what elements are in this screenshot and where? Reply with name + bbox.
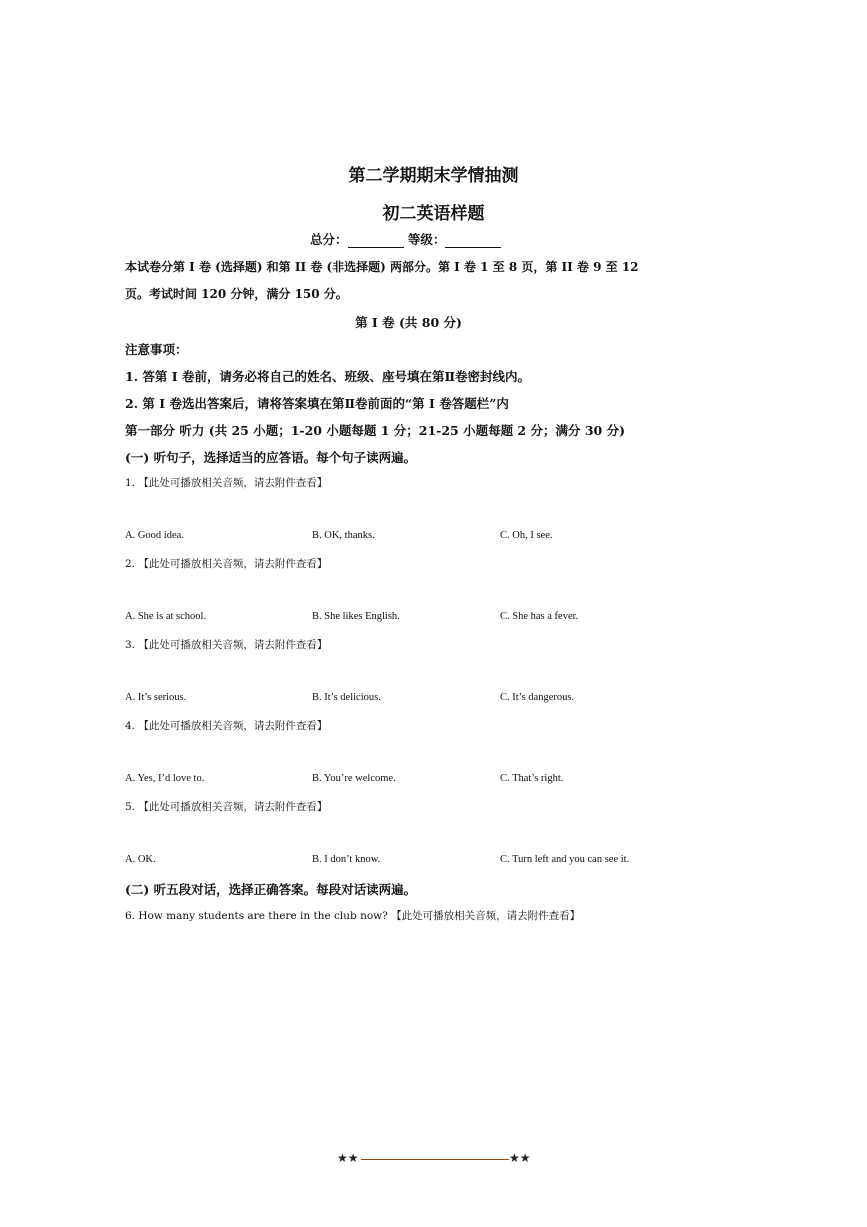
question-audio-label[interactable]: 2. 【此处可播放相关音频，请去附件查看】 (125, 558, 328, 570)
option-a[interactable]: A. Good idea. (125, 530, 184, 541)
option-a[interactable]: A. It’s serious. (125, 692, 187, 703)
option-b[interactable]: B. It’s delicious. (312, 692, 381, 703)
option-c[interactable]: C. Turn left and you can see it. (500, 854, 630, 865)
star-icon: ★★ (509, 1151, 531, 1165)
footer-divider (361, 1159, 509, 1160)
total-score-label: 总分： (310, 232, 348, 247)
question-audio-label[interactable]: 1. 【此处可播放相关音频，请去附件查看】 (125, 477, 328, 489)
section1-heading: (一) 听句子，选择适当的应答语。每个句子读两遍。 (125, 450, 417, 465)
grade-label: 等级： (407, 232, 446, 247)
option-b[interactable]: B. She likes English. (312, 611, 400, 622)
exam-title: 第二学期期末学情抽测 (348, 166, 519, 186)
option-c[interactable]: C. Oh, I see. (500, 530, 553, 541)
star-icon: ★★ (337, 1151, 359, 1165)
page-footer-ornament (337, 1151, 531, 1167)
question-6[interactable]: 6. How many students are there in the club now? 【此处可播放相关音频，请去附件查看】 (125, 910, 581, 922)
part1-heading: 第一部分 听力 (共 25 小题；1-20 小题每题 1 分；21-25 小题每题 2 分；满分 30 分) (125, 423, 625, 438)
option-a[interactable]: A. She is at school. (125, 611, 207, 622)
total-score-blank[interactable] (348, 235, 404, 248)
option-c[interactable]: C. She has a fever. (500, 611, 579, 622)
option-b[interactable]: B. OK, thanks. (312, 530, 375, 541)
note-item: 2. 第 I 卷选出答案后，请将答案填在第Ⅱ卷前面的“第 I 卷答题栏”内 (125, 396, 509, 411)
section2-heading: (二) 听五段对话，选择正确答案。每段对话读两遍。 (125, 882, 417, 897)
intro-line-2: 页。考试时间 120 分钟，满分 150 分。 (125, 287, 348, 301)
option-b[interactable]: B. You’re welcome. (312, 773, 396, 784)
volume1-heading: 第 I 卷 (共 80 分) (355, 315, 462, 330)
option-a[interactable]: A. OK. (125, 854, 156, 865)
option-c[interactable]: C. It’s dangerous. (500, 692, 575, 703)
option-a[interactable]: A. Yes, I’d love to. (125, 773, 205, 784)
question-audio-label[interactable]: 5. 【此处可播放相关音频，请去附件查看】 (125, 801, 328, 813)
notes-heading: 注意事项： (125, 342, 188, 357)
option-c[interactable]: C. That’s right. (500, 773, 564, 784)
grade-blank[interactable] (445, 235, 501, 248)
question-audio-label[interactable]: 4. 【此处可播放相关音频，请去附件查看】 (125, 720, 328, 732)
intro-line-1: 本试卷分第 I 卷 (选择题) 和第 II 卷 (非选择题) 两部分。第 I 卷 1 至 8 页，第 II 卷 9 至 12 (125, 260, 639, 274)
option-b[interactable]: B. I don’t know. (312, 854, 381, 865)
question-audio-label[interactable]: 3. 【此处可播放相关音频，请去附件查看】 (125, 639, 328, 651)
note-item: 1. 答第 I 卷前，请务必将自己的姓名、班级、座号填在第Ⅱ卷密封线内。 (125, 369, 530, 384)
score-grade-line (310, 230, 501, 248)
exam-subtitle: 初二英语样题 (382, 204, 485, 224)
